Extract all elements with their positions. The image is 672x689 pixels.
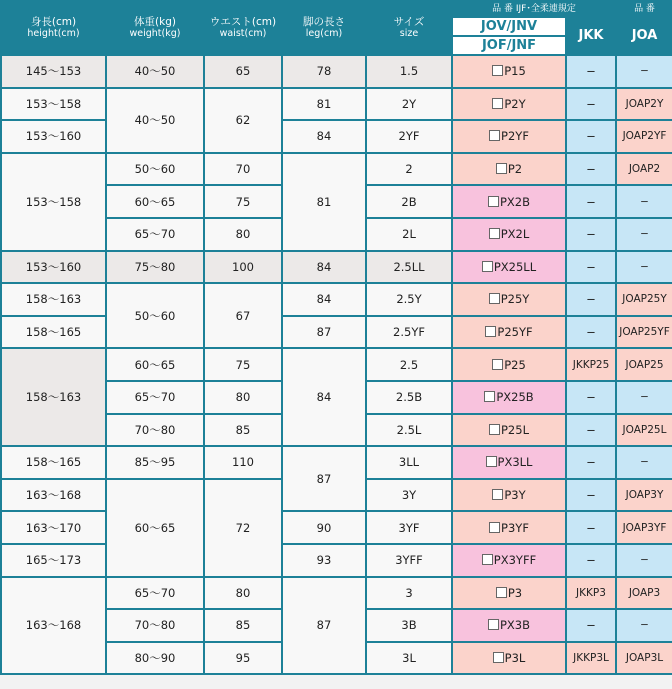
header-joa: JOA (617, 18, 672, 54)
table-row (2, 252, 672, 283)
weight-cell: 85〜95 (107, 447, 203, 478)
code-value: P3Y (504, 488, 526, 503)
joa-cell: JOAP2 (617, 154, 672, 185)
height-cell: 163〜168 (2, 578, 105, 674)
checkbox-icon (489, 293, 500, 304)
code-value: P25Y (500, 292, 530, 307)
joa-cell: − (617, 382, 672, 413)
table-row (2, 56, 672, 87)
joa-cell: JOAP2Y (617, 89, 672, 120)
leg-cell: 84 (283, 252, 365, 283)
joa-cell: JOAP25L (617, 415, 672, 446)
table-row (2, 578, 672, 609)
height-cell: 158〜163 (2, 349, 105, 445)
checkbox-icon (485, 326, 496, 337)
waist-cell: 85 (205, 415, 281, 446)
joa-cell: − (617, 219, 672, 250)
height-cell: 153〜158 (2, 89, 105, 120)
weight-cell: 50〜60 (107, 154, 203, 185)
code-cell (453, 480, 565, 511)
size-cell: 2.5L (367, 415, 451, 446)
code-cell (453, 317, 565, 348)
joa-cell: JOAP3 (617, 578, 672, 609)
jkk-cell: JKKP25 (567, 349, 615, 380)
code-cell (453, 186, 565, 217)
checkbox-icon (492, 98, 503, 109)
size-cell: 3Y (367, 480, 451, 511)
leg-cell: 93 (283, 545, 365, 576)
size-cell: 2B (367, 186, 451, 217)
joa-cell: JOAP25 (617, 349, 672, 380)
jkk-cell: JKKP3L (567, 643, 615, 674)
leg-cell: 84 (283, 284, 365, 315)
jkk-cell: − (567, 284, 615, 315)
code-cell (453, 154, 565, 185)
joa-cell: − (617, 252, 672, 283)
header-leg: 脚の長さ leg(cm) (283, 2, 365, 54)
code-value: P2YF (501, 129, 529, 144)
code-value: PX25LL (493, 259, 537, 274)
header-weight: 体重(kg) weight(kg) (107, 2, 203, 54)
header-hinban-ijf: 品 番 IJF･全柔連規定 (453, 2, 615, 16)
code-value: P3 (507, 585, 523, 600)
table-row (2, 121, 672, 152)
code-cell (453, 219, 565, 250)
leg-cell: 84 (283, 349, 365, 445)
checkbox-icon (486, 456, 497, 467)
waist-cell: 85 (205, 610, 281, 641)
waist-cell: 95 (205, 643, 281, 674)
code-value: PX3B (499, 618, 531, 633)
code-value: PX2B (499, 194, 531, 209)
code-cell (453, 447, 565, 478)
leg-cell: 87 (283, 317, 365, 348)
joa-cell: JOAP3Y (617, 480, 672, 511)
leg-cell: 81 (283, 154, 365, 250)
jkk-cell: − (567, 252, 615, 283)
jkk-cell: − (567, 610, 615, 641)
code-value: P15 (504, 64, 526, 79)
weight-cell: 40〜50 (107, 89, 203, 152)
weight-cell: 70〜80 (107, 610, 203, 641)
weight-cell: 40〜50 (107, 56, 203, 87)
header-waist: ウエスト(cm) waist(cm) (205, 2, 281, 54)
code-cell (453, 512, 565, 543)
waist-cell: 67 (205, 284, 281, 347)
weight-cell: 70〜80 (107, 415, 203, 446)
waist-cell: 80 (205, 219, 281, 250)
code-cell (453, 643, 565, 674)
leg-cell: 78 (283, 56, 365, 87)
size-cell: 2.5YF (367, 317, 451, 348)
height-cell: 158〜165 (2, 317, 105, 348)
weight-cell: 80〜90 (107, 643, 203, 674)
height-cell: 163〜168 (2, 480, 105, 511)
checkbox-icon (488, 619, 499, 630)
waist-cell: 70 (205, 154, 281, 185)
header-jov-jnv: JOV/JNV (453, 18, 565, 35)
height-cell: 165〜173 (2, 545, 105, 576)
code-value: P25YF (497, 325, 533, 340)
weight-cell: 60〜65 (107, 186, 203, 217)
weight-cell: 60〜65 (107, 349, 203, 380)
table-row (2, 154, 672, 185)
jkk-cell: − (567, 219, 615, 250)
code-cell (453, 121, 565, 152)
size-cell: 3YF (367, 512, 451, 543)
checkbox-icon (484, 391, 495, 402)
size-cell: 2YF (367, 121, 451, 152)
size-cell: 2.5LL (367, 252, 451, 283)
header-size: サイズ size (367, 2, 451, 54)
code-value: P25 (504, 357, 526, 372)
jkk-cell: − (567, 317, 615, 348)
waist-cell: 80 (205, 382, 281, 413)
jkk-cell: − (567, 121, 615, 152)
waist-cell: 100 (205, 252, 281, 283)
header-jkk: JKK (567, 18, 615, 54)
code-cell (453, 610, 565, 641)
code-value: P3YF (501, 520, 529, 535)
weight-cell: 60〜65 (107, 480, 203, 576)
waist-cell: 75 (205, 349, 281, 380)
code-value: PX2L (500, 227, 530, 242)
code-value: P3L (504, 650, 526, 665)
jkk-cell: JKKP3 (567, 578, 615, 609)
height-cell: 163〜170 (2, 512, 105, 543)
checkbox-icon (489, 228, 500, 239)
height-cell: 153〜160 (2, 121, 105, 152)
code-cell (453, 89, 565, 120)
checkbox-icon (496, 163, 507, 174)
code-value: PX3YFF (493, 553, 537, 568)
joa-cell: − (617, 447, 672, 478)
weight-cell: 65〜70 (107, 219, 203, 250)
size-cell: 2.5B (367, 382, 451, 413)
size-cell: 2.5 (367, 349, 451, 380)
weight-cell: 65〜70 (107, 382, 203, 413)
size-cell: 3LL (367, 447, 451, 478)
checkbox-icon (492, 489, 503, 500)
waist-cell: 65 (205, 56, 281, 87)
leg-cell: 81 (283, 89, 365, 120)
size-cell: 2.5Y (367, 284, 451, 315)
jkk-cell: − (567, 89, 615, 120)
jkk-cell: − (567, 480, 615, 511)
waist-cell: 80 (205, 578, 281, 609)
weight-cell: 50〜60 (107, 284, 203, 347)
joa-cell: JOAP3YF (617, 512, 672, 543)
joa-cell: JOAP25YF (617, 317, 672, 348)
height-cell: 145〜153 (2, 56, 105, 87)
code-cell (453, 56, 565, 87)
size-cell: 2 (367, 154, 451, 185)
jkk-cell: − (567, 512, 615, 543)
code-value: PX25B (496, 390, 534, 405)
table-row (2, 349, 672, 380)
waist-cell: 110 (205, 447, 281, 478)
checkbox-icon (489, 424, 500, 435)
joa-cell: JOAP3L (617, 643, 672, 674)
jkk-cell: − (567, 545, 615, 576)
size-cell: 2L (367, 219, 451, 250)
checkbox-icon (488, 196, 499, 207)
leg-cell: 84 (283, 121, 365, 152)
size-cell: 2Y (367, 89, 451, 120)
code-value: P25L (501, 422, 529, 437)
jkk-cell: − (567, 415, 615, 446)
code-cell (453, 545, 565, 576)
checkbox-icon (489, 130, 500, 141)
size-cell: 3 (367, 578, 451, 609)
jkk-cell: − (567, 382, 615, 413)
leg-cell: 87 (283, 578, 365, 674)
joa-cell: − (617, 545, 672, 576)
waist-cell: 75 (205, 186, 281, 217)
weight-cell: 75〜80 (107, 252, 203, 283)
height-cell: 158〜165 (2, 447, 105, 478)
table-row (2, 317, 672, 348)
table-row (2, 545, 672, 576)
size-cell: 1.5 (367, 56, 451, 87)
joa-cell: − (617, 186, 672, 217)
code-cell (453, 252, 565, 283)
jkk-cell: − (567, 154, 615, 185)
jkk-cell: − (567, 56, 615, 87)
height-cell: 158〜163 (2, 284, 105, 315)
table-row (2, 512, 672, 543)
checkbox-icon (492, 65, 503, 76)
checkbox-icon (482, 554, 493, 565)
jkk-cell: − (567, 186, 615, 217)
joa-cell: − (617, 610, 672, 641)
size-cell: 3L (367, 643, 451, 674)
header-height: 身長(cm) height(cm) (2, 2, 105, 54)
checkbox-icon (496, 587, 507, 598)
header-jof-jnf: JOF/JNF (453, 37, 565, 54)
size-cell: 3B (367, 610, 451, 641)
checkbox-icon (482, 261, 493, 272)
table-row (2, 284, 672, 315)
code-value: P2 (507, 162, 523, 177)
checkbox-icon (489, 522, 500, 533)
code-value: PX3LL (497, 455, 533, 470)
leg-cell: 90 (283, 512, 365, 543)
size-cell: 3YFF (367, 545, 451, 576)
table-row (2, 447, 672, 478)
height-cell: 153〜160 (2, 252, 105, 283)
header-hinban: 品 番 (617, 2, 672, 16)
leg-cell: 87 (283, 447, 365, 510)
code-cell (453, 349, 565, 380)
code-cell (453, 284, 565, 315)
waist-cell: 62 (205, 89, 281, 152)
joa-cell: − (617, 56, 672, 87)
waist-cell: 72 (205, 480, 281, 576)
jkk-cell: − (567, 447, 615, 478)
checkbox-icon (492, 359, 503, 370)
joa-cell: JOAP2YF (617, 121, 672, 152)
joa-cell: JOAP25Y (617, 284, 672, 315)
code-value: P2Y (504, 96, 526, 111)
checkbox-icon (493, 652, 504, 663)
weight-cell: 65〜70 (107, 578, 203, 609)
table-row (2, 89, 672, 120)
code-cell (453, 382, 565, 413)
height-cell: 153〜158 (2, 154, 105, 250)
code-cell (453, 578, 565, 609)
code-cell (453, 415, 565, 446)
